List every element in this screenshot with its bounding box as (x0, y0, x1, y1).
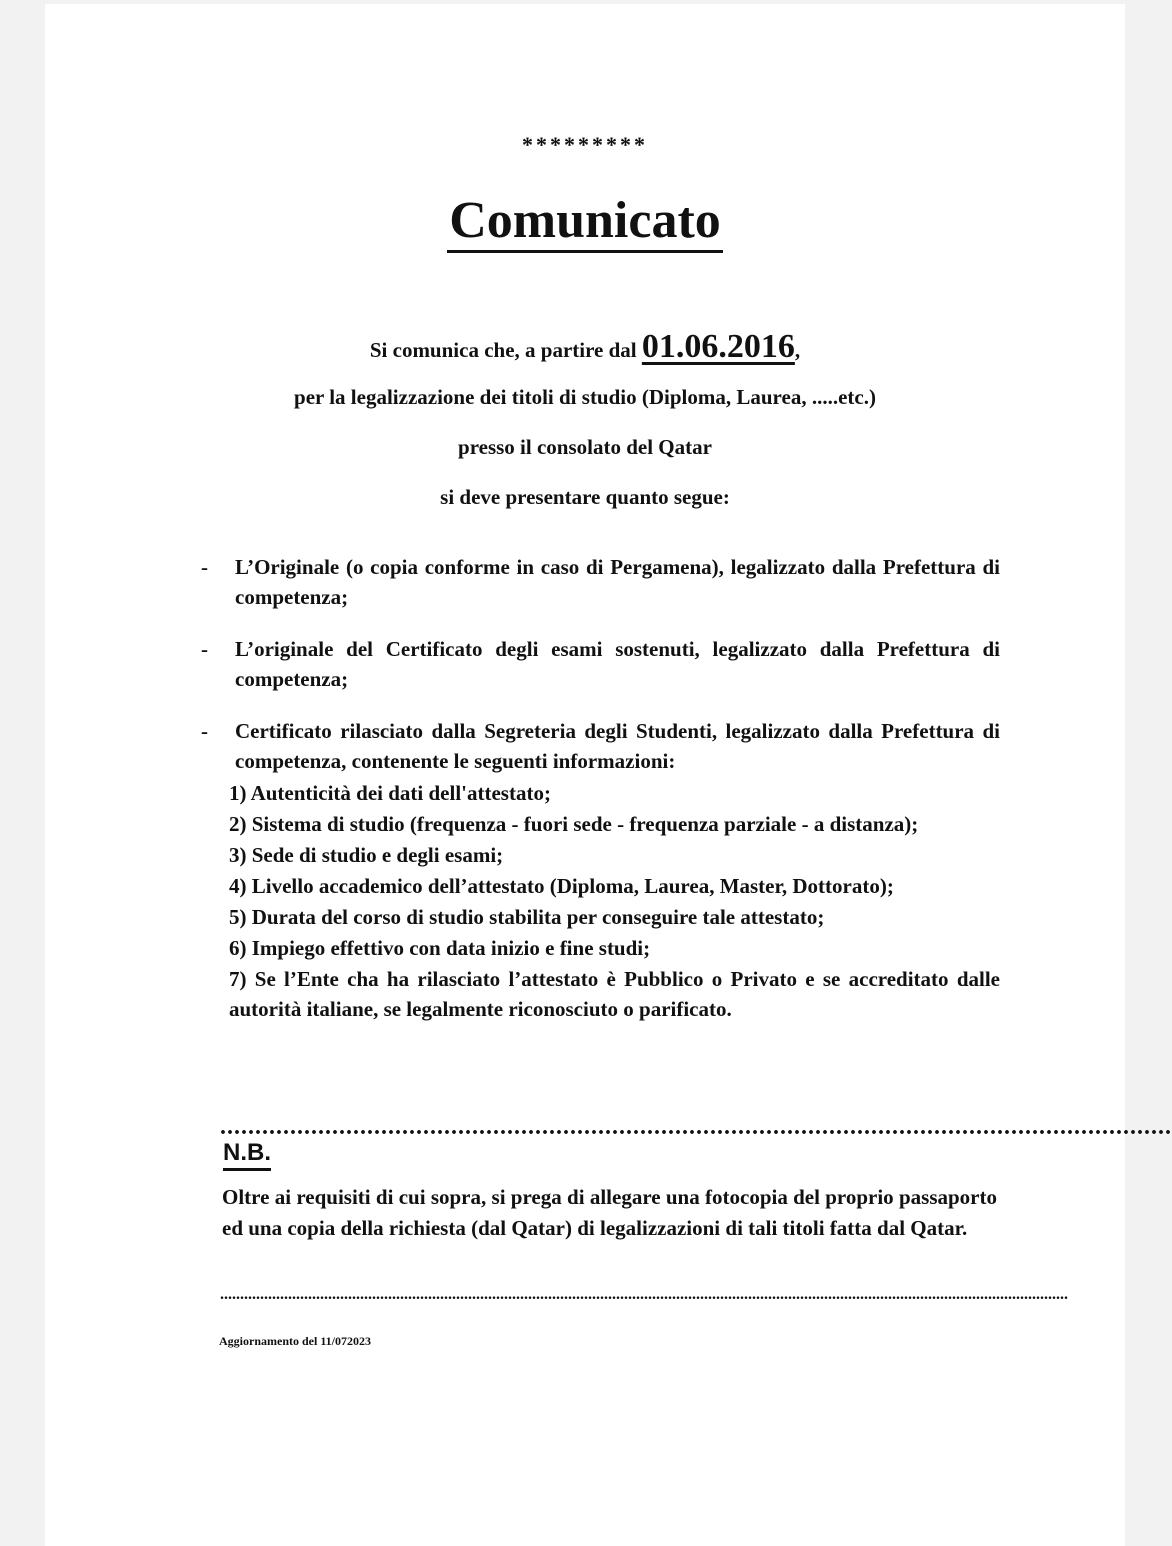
information-sublist (229, 778, 1000, 1024)
sublist-item: 1) Autenticità dei dati dell'attestato; (229, 781, 551, 805)
page-title: Comunicato (447, 192, 723, 253)
requirement-text: L’originale del Certificato degli esami sostenuti, legalizzato dalla Prefettura di competenza; (235, 637, 1000, 691)
sublist-item: 5) Durata del corso di studio stabilita per conseguire tale attestato; (229, 905, 825, 929)
nb-text: Oltre ai requisiti di cui sopra, si prega di allegare una fotocopia del proprio passaporto ed una copia della richiesta (dal Qatar) di legalizzazioni di tali titoli fatta dal Qatar. (222, 1185, 997, 1240)
update-date: Aggiornamento del 11/072023 (219, 1334, 371, 1348)
title-container (45, 192, 1125, 253)
requirement-text: L’Originale (o copia conforme in caso di Pergamena), legalizzato dalla Prefettura di competenza; (235, 555, 1000, 609)
decorative-asterisks: ********* (522, 132, 648, 157)
requirement-item (195, 552, 1000, 612)
intro-line-3: presso il consolato del Qatar (458, 435, 712, 459)
bullet-dash: - (201, 719, 208, 743)
sublist-item: 6) Impiego effettivo con data inizio e fine studi; (229, 936, 651, 960)
sublist-item: 7) Se l’Ente cha ha rilasciato l’attestato è Pubblico o Privato e se accreditato dalle autorità italiane, se legalmente riconosciuto o parificato. (229, 967, 1000, 1021)
effective-date: 01.06.2016 (641, 328, 795, 365)
document-page (45, 4, 1172, 1546)
dotted-divider-bottom: .................................................................................................................................................................................................................... (220, 1286, 1068, 1303)
bullet-dash: - (201, 637, 208, 661)
requirements-list (195, 552, 1000, 1046)
sublist-item: 3) Sede di studio e degli esami; (229, 843, 504, 867)
intro-line-2: per la legalizzazione dei titoli di studio (Diploma, Laurea, .....etc.) (294, 385, 876, 409)
intro-line-4: si deve presentare quanto segue: (440, 485, 730, 509)
intro-line-1 (45, 322, 1125, 372)
intro-block (45, 322, 1125, 522)
bullet-dash: - (201, 555, 208, 579)
sublist-item: 2) Sistema di studio (frequenza - fuori sede - frequenza parziale - a distanza); (229, 812, 919, 836)
dotted-divider-top: ........................................................................................................................................ (220, 1114, 1172, 1140)
intro-suffix: , (794, 338, 801, 362)
requirement-text: Certificato rilasciato dalla Segreteria degli Studenti, legalizzato dalla Prefettura di competenza, contenente le seguenti informazioni: (235, 719, 1000, 773)
intro-prefix: Si comunica che, a partire dal (369, 338, 642, 362)
requirement-item (195, 634, 1000, 694)
requirement-item (195, 716, 1000, 1024)
sublist-item: 4) Livello accademico dell’attestato (Diploma, Laurea, Master, Dottorato); (229, 874, 894, 898)
nb-label: N.B. (223, 1138, 271, 1171)
